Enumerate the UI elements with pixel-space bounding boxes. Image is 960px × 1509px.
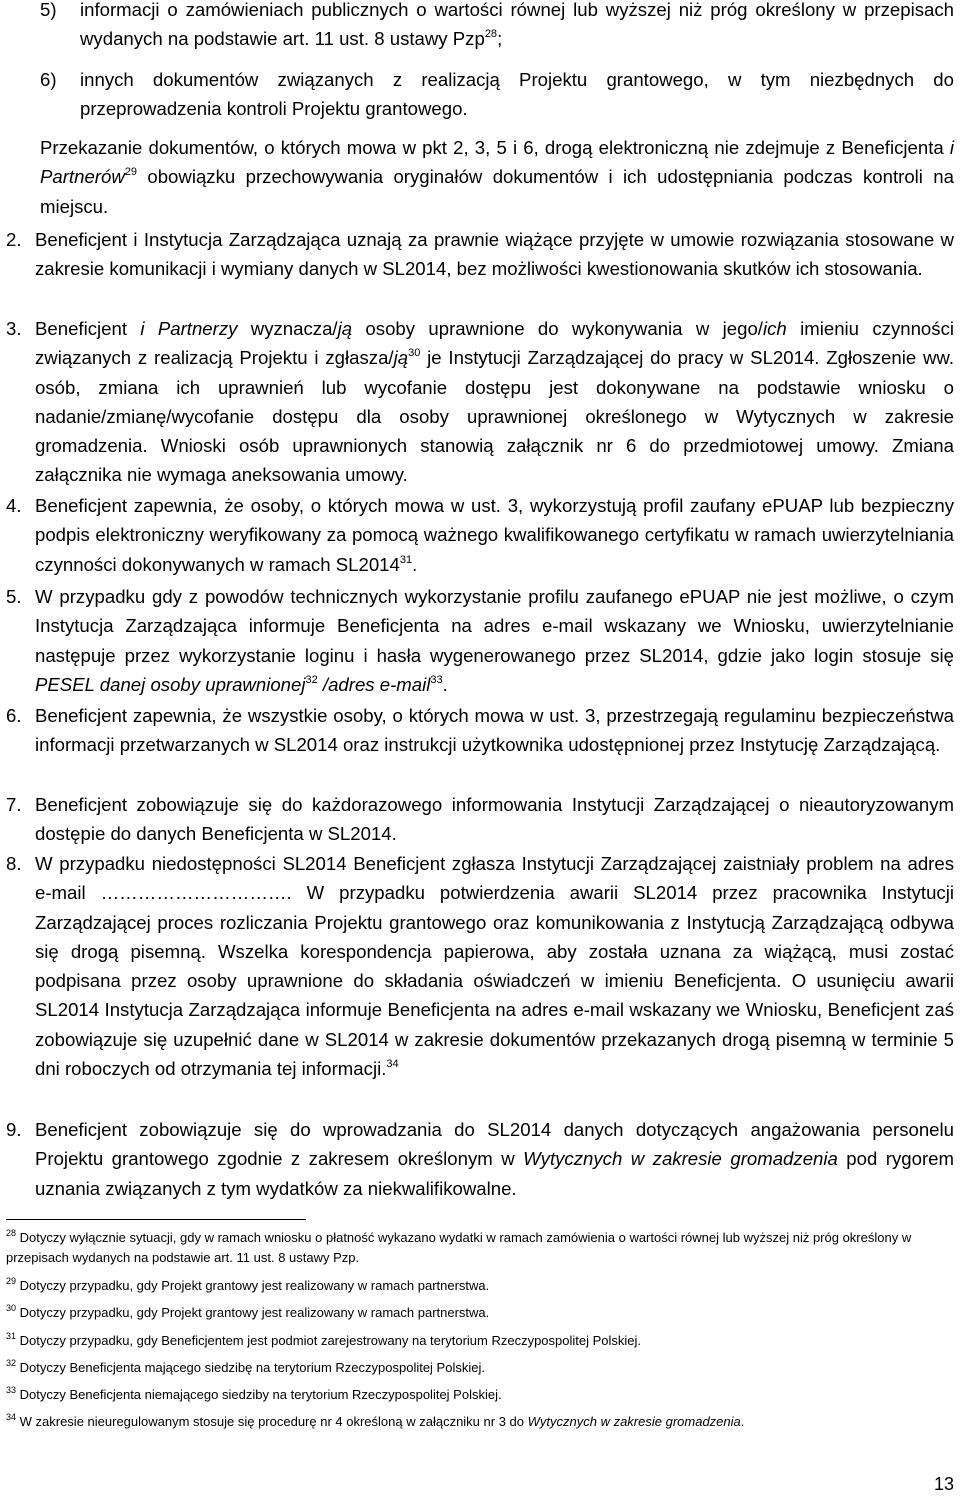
list-item-number: 5) (40, 0, 57, 20)
section-number: 6. (6, 705, 22, 726)
section-number: 4. (6, 495, 22, 516)
footnote-34: $^{34}$ W zakresie nieuregulowanym stosuje się procedurę nr 4 określoną w załączniku nr 3 do Wytycznych w zakresie gromadzenia. (6, 1412, 745, 1429)
list-item-5 (40, 0, 954, 55)
footnote-30: $^{30}$ Dotyczy przypadku, gdy Projekt grantowy jest realizowany w ramach partnerstwa. (6, 1303, 490, 1320)
page-number: 13 (933, 1474, 954, 1494)
section-5 (6, 582, 954, 702)
section-text: Beneficjent i Partnerzy wyznacza/ją osoby uprawnione do wykonywania w jego/ich imieniu czynności związanych z realizacją Projektu i zgłasza/$ją^{30}$ je Instytucji Zarządzającej do pracy w SL2014. Zgłoszenie ww. osób, zmiana ich uprawnień lub wycofanie dostępu jest dokonywane na podstawie wniosku o nadanie/zmianę/wycofanie dostępu dla osoby uprawnionej określonego w Wytycznych w zakresie gromadzenia. Wnioski osób uprawnionych stanowią załącznik nr 6 do przedmiotowej umowy. Zmiana załącznika nie wymaga aneksowania umowy. (35, 318, 954, 486)
section-text: Beneficjent zobowiązuje się do wprowadzania do SL2014 danych dotyczących angażowania personelu Projektu grantowego zgodnie z zakresem określonym w Wytycznych w zakresie gromadzenia pod rygorem uznania związanych z tym wydatków za niekwalifikowalne. (35, 1119, 954, 1199)
section-number: 9. (6, 1119, 22, 1140)
footnote-ref-31: 31 (399, 553, 413, 566)
footnote-29: $^{29}$ Dotyczy przypadku, gdy Projekt grantowy jest realizowany w ramach partnerstwa. (6, 1276, 490, 1293)
footnote-ref-34: 34 (386, 1058, 399, 1071)
footnote-ref-28: 28 (484, 28, 498, 41)
list-item-text: innych dokumentów związanych z realizacją Projektu grantowego, w tym niezbędnych do przeprowadzenia kontroli Projektu grantowego. (80, 69, 954, 120)
section-text: Beneficjent zapewnia, że wszystkie osoby, o których mowa w ust. 3, przestrzegają regulaminu bezpieczeństwa informacji przetwarzanych w SL2014 oraz instrukcji użytkownika udostępnionej przez Instytucję Zarządzającą. (35, 705, 954, 756)
list-item-text: informacji o zamówieniach publicznych o wartości równej lub wyższej niż próg określony w przepisach wydanych na podstawie art. 11 ust. 8 ustawy Pzp$^{28}$; (80, 0, 954, 50)
section-text: W przypadku niedostępności SL2014 Beneficjent zgłasza Instytucji Zarządzającej zaistniały problem na adres e-mail …………………………. W przypadku potwierdzenia awarii SL2014 przez pracownika Instytucji Zarządzającej proces rozliczania Projektu grantowego oraz komunikowania z Instytucją Zarządzającą odbywa się drogą pisemną. Wszelka korespondencja papierowa, aby została uznana za wiążącą, musi zostać podpisana przez osoby uprawnione do składania oświadczeń w imieniu Beneficjenta. O usunięciu awarii SL2014 Instytucja Zarządzająca informuje Beneficjenta na adres e-mail wskazany we Wniosku, Beneficjent zaś zobowiązuje się uzupełnić dane w SL2014 w zakresie dokumentów przekazanych drogą pisemną w terminie 5 dni roboczych od otrzymania tej informacji.$^{34}$ (35, 853, 954, 1080)
paragraph-intro: Przekazanie dokumentów, o których mowa w pkt 2, 3, 5 i 6, drogą elektroniczną nie zdejmuje z Beneficjenta i Partnerów$^{29}$ obowiązku przechowywania oryginałów dokumentów i ich udostępniania podczas kontroli na miejscu. (40, 137, 954, 217)
section-number: 7. (6, 794, 22, 815)
section-number: 8. (6, 853, 22, 874)
list-item-6 (40, 65, 954, 125)
section-9 (6, 1115, 954, 1205)
list-item-number: 6) (40, 69, 57, 90)
section-number: 5. (6, 586, 22, 607)
footnote-ref-29: 29 (124, 166, 137, 179)
section-2 (6, 225, 954, 315)
footnote-31: $^{31}$ Dotyczy przypadku, gdy Beneficjentem jest podmiot zarejestrowany na terytorium Rzeczypospolitej Polskiej. (6, 1331, 642, 1348)
section-8 (6, 849, 954, 1119)
section-text: W przypadku gdy z powodów technicznych wykorzystanie profilu zaufanego ePUAP nie jest możliwe, o czym Instytucja Zarządzająca informuje Beneficjenta na adres e-mail wskazany we Wniosku, uwierzytelnianie następuje przez wykorzystanie loginu i hasła wygenerowanego przez SL2014, gdzie jako login stosuje się PESEL danej osoby uprawnionej$^{32}$ /adres e-mail$^{33}$. (35, 586, 954, 695)
section-4 (6, 491, 954, 581)
section-text: Beneficjent i Instytucja Zarządzająca uznają za prawnie wiążące przyjęte w umowie rozwiązania stosowane w zakresie komunikacji i wymiany danych w SL2014, bez możliwości kwestionowania skutków ich stosowania. (35, 229, 954, 280)
footnote-28: $^{28}$ Dotyczy wyłącznie sytuacji, gdy w ramach wniosku o płatność wykazano wydatki w ramach zamówienia o wartości równej lub wyższej niż próg określony w przepisach wydanych na podstawie art. 11 ust. 8 ustawy Pzp. (6, 1228, 912, 1265)
footnote-separator (6, 1219, 306, 1220)
footnote-ref-32: 32 (305, 673, 318, 686)
footnote-ref-33: 33 (430, 673, 443, 686)
section-text: Beneficjent zobowiązuje się do każdorazowego informowania Instytucji Zarządzającej o nieautoryzowanym dostępie do danych Beneficjenta w SL2014. (35, 794, 954, 845)
footnote-32: $^{32}$ Dotyczy Beneficjenta mającego siedzibę na terytorium Rzeczypospolitej Polskiej. (6, 1358, 485, 1375)
section-text: Beneficjent zapewnia, że osoby, o których mowa w ust. 3, wykorzystują profil zaufany ePUAP lub bezpieczny podpis elektroniczny weryfikowany za pomocą ważnego kwalifikowanego certyfikatu w ramach uwierzytelniania czynności dokonywanych w ramach SL2014$^{31}$. (35, 495, 954, 575)
footnote-ref-30: 30 (408, 347, 421, 360)
section-7 (6, 790, 954, 850)
section-number: 3. (6, 318, 22, 339)
section-3 (6, 314, 954, 492)
section-number: 2. (6, 229, 22, 250)
section-6 (6, 701, 954, 791)
footnote-33: $^{33}$ Dotyczy Beneficjenta niemającego siedziby na terytorium Rzeczypospolitej Polskiej. (6, 1385, 502, 1402)
